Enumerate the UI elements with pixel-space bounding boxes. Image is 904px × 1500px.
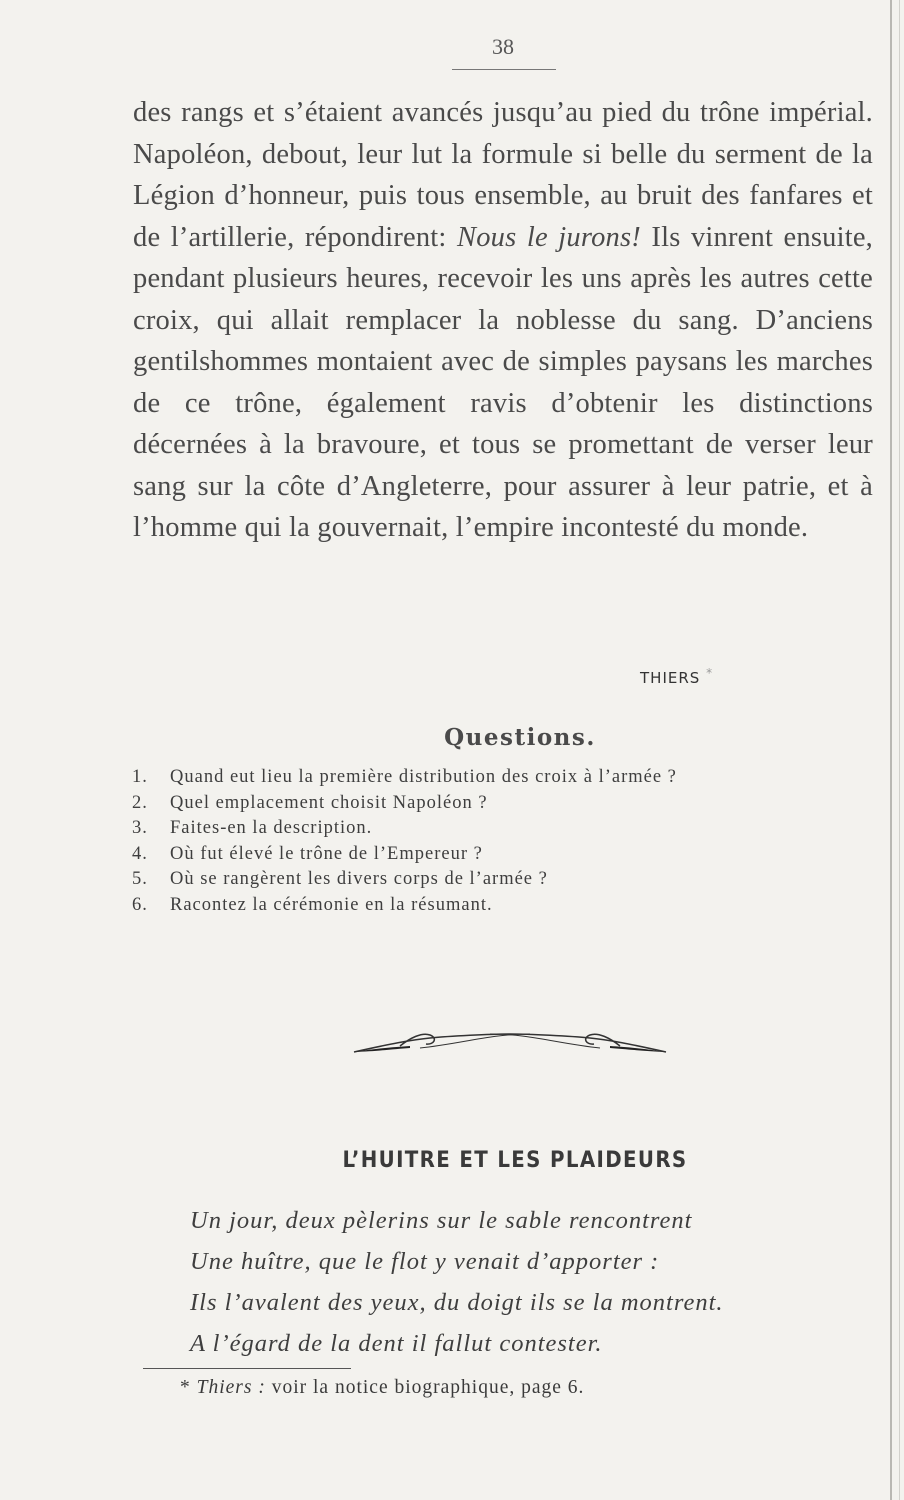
page-edge-outer xyxy=(899,0,900,1500)
poem-line: Une huître, que le flot y venait d’apporter : xyxy=(190,1248,660,1275)
question-number: 3. xyxy=(132,818,148,838)
question-item xyxy=(132,765,872,791)
prose-paragraph xyxy=(133,92,873,549)
footnote-text: voir la notice biographique, page 6. xyxy=(265,1377,585,1398)
fable-title: L’HUITRE ET LES PLAIDEURS xyxy=(342,1148,688,1173)
footnote-marker: * xyxy=(180,1377,191,1398)
footnote-author: Thiers : xyxy=(196,1377,266,1398)
question-text: Quand eut lieu la première distribution des croix à l’armée ? xyxy=(170,767,677,787)
question-item xyxy=(132,791,872,817)
question-number: 6. xyxy=(132,894,148,915)
poem-line: Ils l’avalent des yeux, du doigt ils se la montrent. xyxy=(190,1289,724,1316)
prose-text-before: des rangs et s’étaient avancés jusqu’au pied du trône impérial. Napoléon, debout, leur lut la formule si belle du serment de la Légion d’honneur, puis tous ensemble, au bruit des fanfares et de l’artillerie, répondirent: xyxy=(133,97,873,253)
author-name: THIERS xyxy=(640,669,701,687)
question-number: 5. xyxy=(132,869,148,889)
prose-italic-quote: Nous le jurons! xyxy=(457,221,641,253)
question-number: 1. xyxy=(132,767,148,787)
question-text: Où se rangèrent les divers corps de l’armée ? xyxy=(170,869,548,889)
questions-heading: Questions. xyxy=(444,724,596,751)
ornament-divider-icon xyxy=(350,1018,670,1068)
question-text: Racontez la cérémonie en la résumant. xyxy=(170,894,493,915)
footnote-rule xyxy=(143,1368,351,1369)
question-item xyxy=(132,893,872,919)
footnote xyxy=(180,1377,830,1399)
author-footnote-marker: * xyxy=(706,666,714,680)
poem-line: A l’égard de la dent il fallut contester. xyxy=(190,1330,603,1357)
fable-poem xyxy=(190,1200,880,1364)
page-edge xyxy=(890,0,892,1500)
question-number: 4. xyxy=(132,843,148,864)
page-number-rule xyxy=(452,69,556,70)
question-item xyxy=(132,867,872,893)
question-number: 2. xyxy=(132,792,148,813)
author-signature xyxy=(640,666,780,687)
poem-line: Un jour, deux pèlerins sur le sable rencontrent xyxy=(190,1207,693,1234)
question-text: Faites-en la description. xyxy=(170,818,373,838)
page-number: 38 xyxy=(492,34,514,59)
question-text: Où fut élevé le trône de l’Empereur ? xyxy=(170,843,483,864)
prose-text-after: Ils vinrent ensuite, pendant plusieurs heures, recevoir les uns après les autres cette croix, qui allait remplacer la noblesse du sang. D’anciens gentilshommes montaient avec de simples paysans les marches de ce trône, également ravis d’obtenir les distinctions décernées à la bravoure, et tous se promettant de verser leur sang sur la côte d’Angleterre, pour assurer à leur patrie, et à l’homme qui la gouvernait, l’empire incontesté du monde. xyxy=(133,221,874,543)
question-item xyxy=(132,842,872,868)
questions-list xyxy=(132,765,872,918)
question-item xyxy=(132,816,872,842)
question-text: Quel emplacement choisit Napoléon ? xyxy=(170,792,488,813)
